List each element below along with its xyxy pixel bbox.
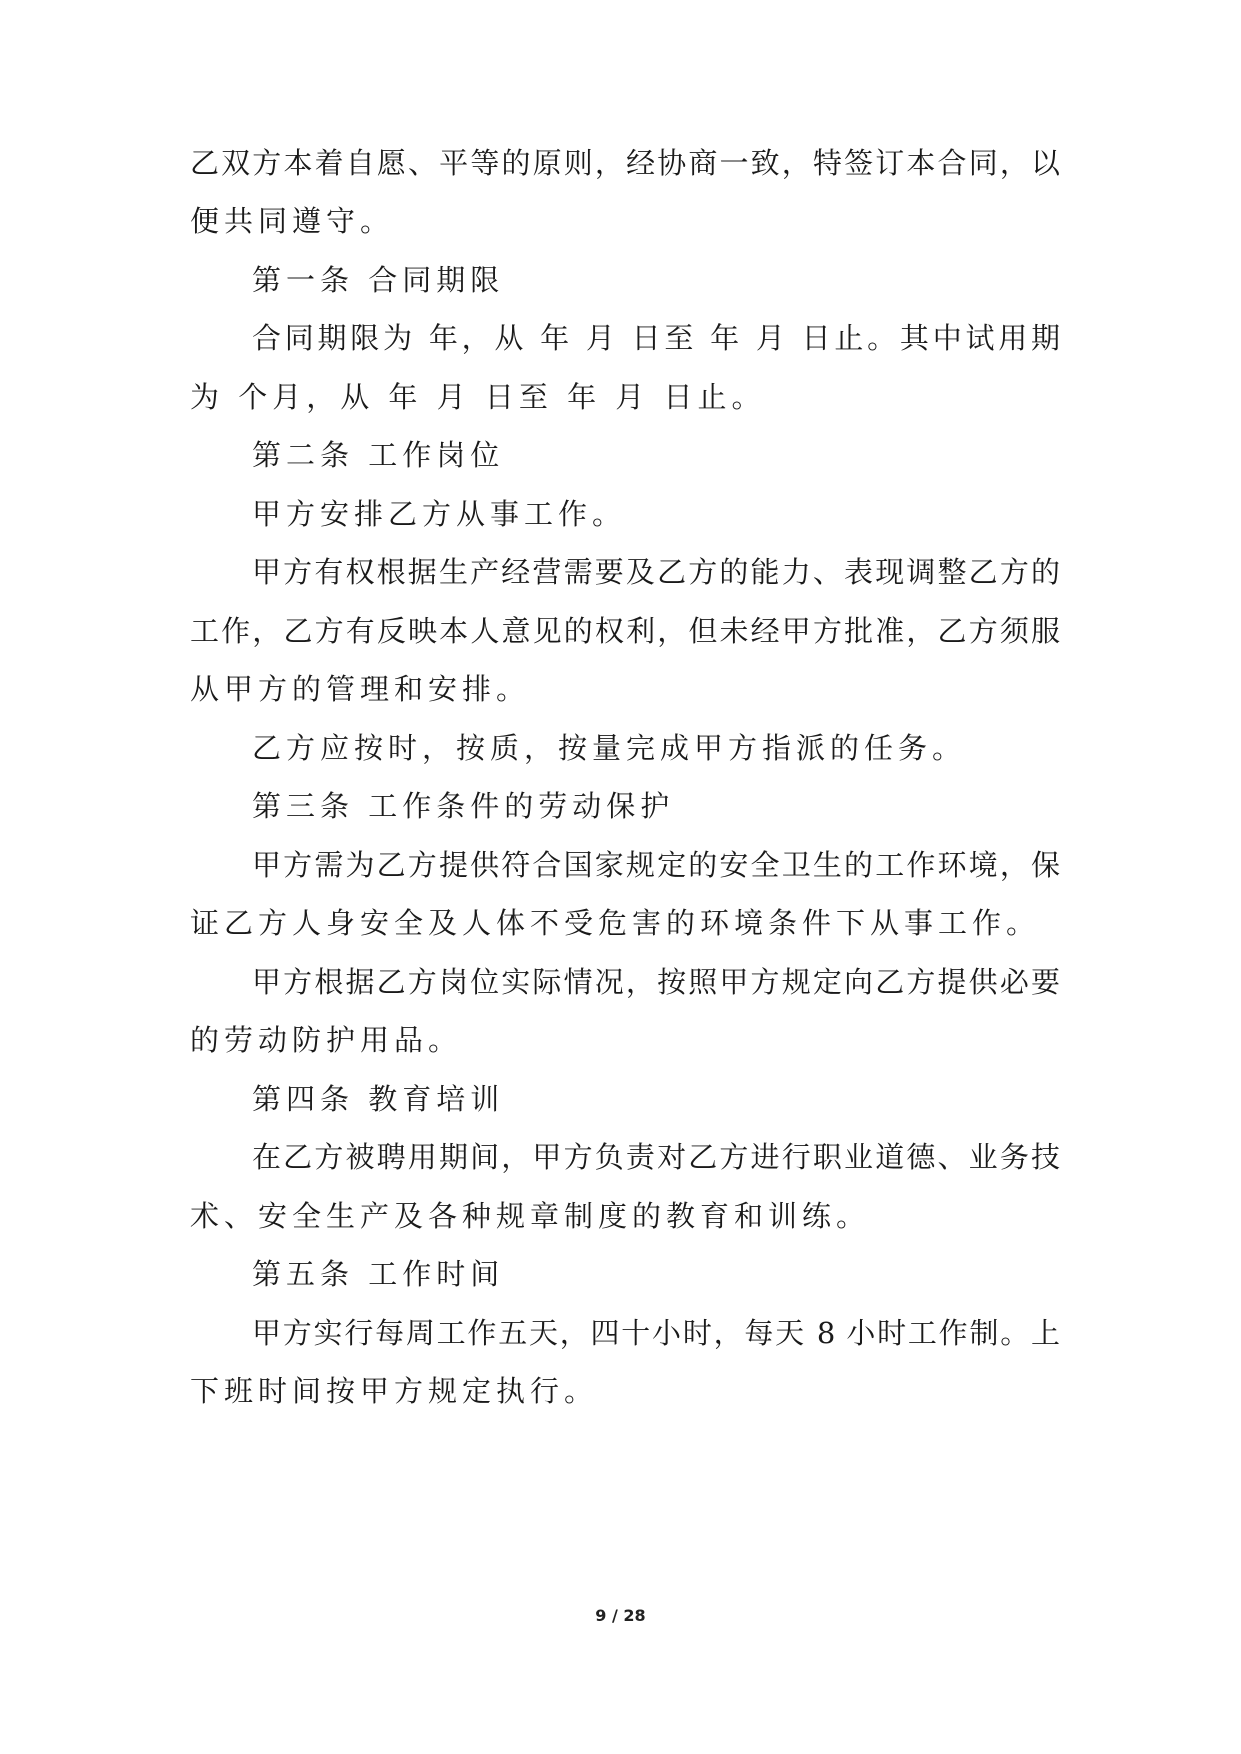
body-line: 术、安全生产及各种规章制度的教育和训练。 xyxy=(190,1199,871,1233)
body-line: 甲方实行每周工作五天，四十小时，每天 8 小时工作制。上 xyxy=(252,1316,1060,1350)
body-line: 的劳动防护用品。 xyxy=(190,1023,463,1057)
body-line: 证乙方人身安全及人体不受危害的环境条件下从事工作。 xyxy=(190,906,1041,940)
section-heading: 第二条 工作岗位 xyxy=(252,438,505,472)
section-heading: 第三条 工作条件的劳动保护 xyxy=(252,789,675,823)
body-line: 工作，乙方有反映本人意见的权利，但未经甲方批准，乙方须服 xyxy=(190,614,1060,648)
body-line: 乙双方本着自愿、平等的原则，经协商一致，特签订本合同，以 xyxy=(190,146,1060,180)
body-line: 甲方根据乙方岗位实际情况，按照甲方规定向乙方提供必要 xyxy=(252,965,1060,999)
section-heading: 第四条 教育培训 xyxy=(252,1082,505,1116)
body-line: 甲方安排乙方从事工作。 xyxy=(252,497,627,531)
section-heading: 第一条 合同期限 xyxy=(252,263,505,297)
section-heading: 第五条 工作时间 xyxy=(252,1257,505,1291)
body-line: 下班时间按甲方规定执行。 xyxy=(190,1374,599,1408)
body-line: 从甲方的管理和安排。 xyxy=(190,672,531,706)
body-line: 为 个月，从 年 月 日至 年 月 日止。 xyxy=(190,380,766,414)
body-line: 合同期限为 年，从 年 月 日至 年 月 日止。其中试用期 xyxy=(252,321,1060,355)
body-line: 在乙方被聘用期间，甲方负责对乙方进行职业道德、业务技 xyxy=(252,1140,1060,1174)
page-number: 9 / 28 xyxy=(595,1606,646,1625)
body-line: 甲方有权根据生产经营需要及乙方的能力、表现调整乙方的 xyxy=(252,555,1060,589)
body-line: 乙方应按时，按质，按量完成甲方指派的任务。 xyxy=(252,731,967,765)
body-line: 便共同遵守。 xyxy=(190,204,395,238)
body-line: 甲方需为乙方提供符合国家规定的安全卫生的工作环境，保 xyxy=(252,848,1060,882)
